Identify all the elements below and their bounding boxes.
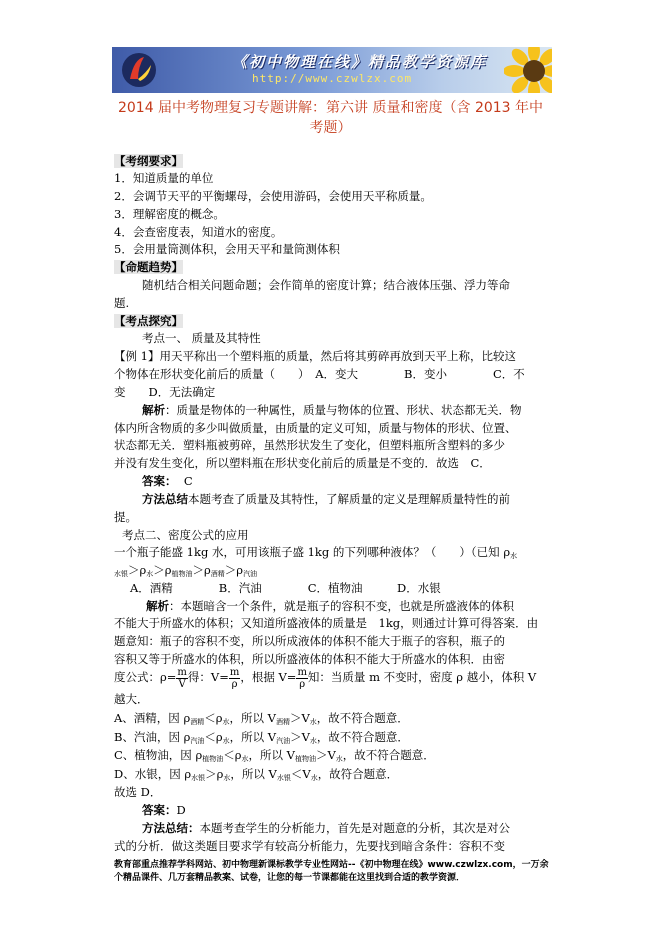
- summary-label: 方法总结：: [142, 821, 200, 835]
- footer-line: 个精品课件、几万套精品教案、试卷，让您的每一节课都能在这里找到合适的教学资源．: [114, 873, 466, 883]
- list-item: 3．理解密度的概念。: [114, 207, 225, 221]
- analysis-1: 状态都无关．塑料瓶被剪碎，虽然形状发生了变化，但塑料瓶所含塑料的多少: [114, 438, 505, 452]
- summary-2: 式的分析．做这类题目要求学有较高分析能力，先要找到暗含条件：容积不变: [114, 839, 505, 853]
- subscript: 酒精: [275, 718, 290, 726]
- subscript: 水: [335, 755, 343, 763]
- symbol: ＜: [204, 730, 216, 744]
- symbol: V: [327, 748, 336, 762]
- example-1: 个物体在形状变化前后的质量（ ） A．变大 B．变小 C．不: [114, 367, 525, 381]
- case-text: ，所以 V: [248, 748, 295, 762]
- symbol: ρ: [215, 730, 223, 744]
- case-a: [114, 711, 409, 729]
- answer-2: [142, 803, 186, 817]
- subscript: 水银: [114, 570, 128, 578]
- subscript: 植物油: [294, 755, 316, 763]
- example-2-condition: [114, 563, 257, 581]
- subscript: 水: [223, 774, 231, 782]
- case-b: [114, 730, 409, 748]
- denominator: V: [178, 678, 186, 690]
- subscript: 水银: [276, 774, 291, 782]
- subscript: 水: [510, 552, 518, 560]
- case-text: ，所以 V: [229, 711, 276, 725]
- symbol: ＜: [290, 767, 303, 781]
- point-2-heading: 考点二、密度公式的应用: [122, 528, 249, 542]
- example-2-options: A．酒精 B．汽油 C．植物油 D．水银: [130, 581, 441, 595]
- footer-line: 教育部重点推荐学科网站、初中物理新课标教学专业性网站--《初中物理在线》www.czwlzx.com，一万余: [114, 860, 549, 870]
- fraction-m-over-v: [176, 667, 187, 690]
- subscript: 汽油: [243, 570, 258, 578]
- analysis-label: 解析: [146, 599, 169, 613]
- answer-value: D: [176, 803, 186, 817]
- symbol: ρ: [234, 748, 242, 762]
- summary-text: 本题考查了质量及其特性，了解质量的定义是理解质量特性的前: [188, 492, 510, 506]
- formula-text: ，根据 V=: [240, 670, 297, 684]
- subscript: 水: [222, 718, 230, 726]
- answer-label: 答案：: [142, 474, 177, 488]
- subscript: 植物油: [202, 755, 224, 763]
- denominator: ρ: [299, 678, 306, 690]
- analysis-1: [142, 403, 522, 417]
- subscript: 水: [310, 774, 318, 782]
- case-d: [114, 767, 398, 785]
- example-2: [114, 545, 517, 563]
- case-text: ，故不符合题意．: [316, 711, 409, 725]
- point-1-heading: 考点一、 质量及其特性: [142, 331, 261, 345]
- page-title-cont: 考题）: [309, 120, 352, 136]
- density-formula: [114, 666, 536, 690]
- case-text: A、酒精，因 ρ: [114, 711, 191, 725]
- symbol: ρ: [236, 563, 244, 577]
- answer-1: [142, 474, 193, 488]
- analysis-2: [146, 599, 514, 613]
- paragraph: 题.: [114, 296, 130, 310]
- case-text: ，故符合题意．: [317, 767, 399, 781]
- denominator: ρ: [231, 678, 238, 690]
- analysis-text: ：本题暗含一个条件，就是瓶子的容积不变，也就是所盛液体的体积: [169, 599, 514, 613]
- case-text: ，故不符合题意．: [316, 730, 409, 744]
- analysis-1: 并没有发生变化，所以塑料瓶在形状变化前后的质量是不变的．故选 C．: [114, 456, 491, 470]
- symbol: ＜: [223, 748, 235, 762]
- case-text: B、汽油，因 ρ: [114, 730, 191, 744]
- page-title: 2014 届中考物理复习专题讲解：第六讲 质量和密度（含 2013 年中: [117, 100, 544, 116]
- fraction-m-over-rho: [296, 667, 307, 690]
- question-text: 一个瓶子能盛 1kg 水，可用该瓶子盛 1kg 的下列哪种液体？（ ）（已知 ρ: [114, 545, 511, 559]
- formula-text: 知：当质量 m 不变时，密度 ρ 越小，体积 V: [307, 670, 537, 684]
- analysis-1: 体内所含物质的多少叫做质量，由质量的定义可知，质量与物体的形状、位置、: [114, 421, 517, 435]
- case-c: [114, 748, 435, 766]
- summary-2: [142, 821, 510, 835]
- symbol: ρ: [139, 563, 147, 577]
- banner-title: 《初中物理在线》精品教学资源库: [232, 53, 488, 71]
- site-logo-icon: [120, 51, 158, 89]
- case-text: C、植物油，因 ρ: [114, 748, 203, 762]
- symbol: ρ: [204, 563, 211, 577]
- symbol: V: [301, 711, 310, 725]
- numerator: m: [297, 666, 307, 678]
- summary-label: 方法总结: [142, 492, 188, 506]
- symbol: ＞: [128, 563, 140, 577]
- choose-answer: 故选 D．: [114, 785, 162, 799]
- answer-value: C: [183, 474, 193, 488]
- symbol: ＞: [290, 730, 302, 744]
- sunflower-icon: [504, 47, 552, 93]
- case-text: ，所以 V: [230, 767, 277, 781]
- analysis-2: 容积又等于所盛水的体积，所以所盛液体的体积不能大于所盛水的体积．由密: [114, 652, 505, 666]
- formula-text: 度公式：ρ=: [114, 670, 177, 684]
- answer-label: 答案：: [142, 803, 177, 817]
- list-item: 2．会调节天平的平衡螺母，会使用游码，会使用天平称质量。: [114, 189, 432, 203]
- numerator: m: [229, 666, 240, 678]
- list-item: 1．知道质量的单位: [114, 171, 214, 185]
- summary-1: 提。: [114, 510, 137, 524]
- analysis-label: 解析: [142, 403, 165, 417]
- analysis-2: 题意知：瓶子的容积不变，所以所成液体的体积不能大于瓶子的容积，瓶子的: [114, 634, 505, 648]
- subscript: 水: [146, 570, 154, 578]
- list-item: 5．会用量筒测体积，会用天平和量筒测体积: [114, 242, 340, 256]
- case-text: ，故不符合题意．: [342, 748, 435, 762]
- analysis-text: ：质量是物体的一种属性，质量与物体的位置、形状、状态都无关．物: [165, 403, 522, 417]
- subscript: 水银: [191, 774, 206, 782]
- example-1: 变 D．无法确定: [114, 385, 216, 399]
- symbol: ＞: [224, 563, 237, 577]
- symbol: ＞: [153, 563, 165, 577]
- section-heading-syllabus: 【考纲要求】: [114, 154, 183, 168]
- section-heading-trend: 【命题趋势】: [114, 260, 183, 274]
- case-text: D、水银，因 ρ: [114, 767, 192, 781]
- symbol: ＞: [289, 711, 302, 725]
- numerator: m: [177, 666, 187, 678]
- section-heading-points: 【考点探究】: [114, 314, 183, 328]
- subscript: 汽油: [190, 737, 205, 745]
- subscript: 水: [222, 737, 230, 745]
- subscript: 酒精: [190, 718, 205, 726]
- symbol: ＜: [204, 711, 216, 725]
- list-item: 4．会查密度表，知道水的密度。: [114, 225, 283, 239]
- symbol: ρ: [216, 767, 224, 781]
- subscript: 水: [309, 718, 317, 726]
- subscript: 汽油: [276, 737, 291, 745]
- paragraph: 随机结合相关问题命题；会作简单的密度计算；结合液体压强、浮力等命: [142, 278, 510, 292]
- symbol: ρ: [215, 711, 223, 725]
- summary-text: 本题考查学生的分析能力，首先是对题意的分析，其次是对公: [199, 821, 510, 835]
- summary-1: [142, 492, 510, 506]
- header-banner: [112, 47, 552, 93]
- analysis-2: 不能大于所盛水的体积；又知道所盛液体的质量是 1kg，则通过计算可得答案．由: [114, 616, 539, 630]
- subscript: 酒精: [210, 570, 225, 578]
- fraction-m-over-rho: [229, 667, 240, 690]
- subscript: 水: [309, 737, 317, 745]
- symbol: ＞: [192, 563, 205, 577]
- symbol: V: [301, 730, 310, 744]
- subscript: 水: [241, 755, 249, 763]
- analysis-2: 越大．: [114, 692, 149, 706]
- symbol: ρ: [164, 563, 172, 577]
- symbol: ＞: [205, 767, 217, 781]
- example-1: 【例 1】用天平称出一个塑料瓶的质量，然后将其剪碎再放到天平上称，比较这: [114, 349, 516, 363]
- symbol: ＞: [315, 748, 328, 762]
- symbol: V: [302, 767, 311, 781]
- formula-text: 得：V=: [187, 670, 229, 684]
- case-text: ，所以 V: [229, 730, 277, 744]
- banner-url[interactable]: http://www.czwlzx.com: [252, 72, 413, 85]
- subscript: 植物油: [171, 570, 193, 578]
